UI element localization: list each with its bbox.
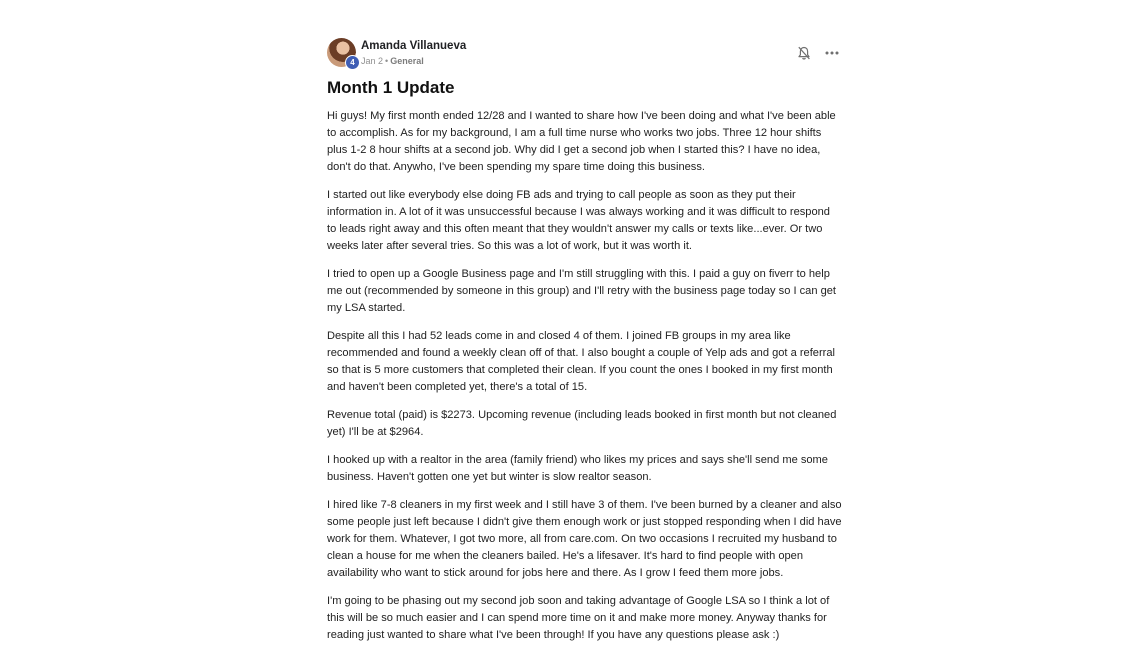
post-paragraph: I hired like 7-8 cleaners in my first week and I still have 3 of them. I've been burned by a cleaner and also some people just left because I didn't give them enough work or just stopped responding when I did have work for them. Whatever, I got two more, all from care.com. On two occasions I recruited my husband to clean a house for me when the cleaners bailed. He's a lifesaver. It's hard to find people with open availability who want to stick around for jobs here and there. As I grow I feed them more jobs. [327,499,842,579]
post-paragraph: I hooked up with a realtor in the area (family friend) who likes my prices and says she'll send me some business. Haven't gotten one yet but winter is slow realtor season. [327,454,828,483]
level-badge: 4 [345,55,360,70]
post-paragraph: I'm going to be phasing out my second job soon and taking advantage of Google LSA so I think a lot of this will be so much easier and I can spend more time on it and make more money. Anyway thanks for reading just wanted to share what I've been through! If you have any questions please ask :) [327,595,830,641]
post-actions [794,44,842,62]
avatar[interactable] [327,38,356,67]
post-paragraph: I tried to open up a Google Business page and I'm still struggling with this. I paid a guy on fiverr to help me out (recommended by someone in this group) and I'll retry with the business page today so I can get my LSA started. [327,268,837,314]
post-date: Jan 2 [361,56,384,66]
author-name[interactable]: Amanda Villanueva [361,40,467,52]
post-title: Month 1 Update [327,78,455,97]
post-paragraph: I started out like everybody else doing FB ads and trying to call people as soon as they put their information in. A lot of it was unsuccessful because I was always working and it was difficult to respond to leads right away and this often meant that they wouldn't answer my calls or texts like...ever. Or two weeks later after several tries. So this was a lot of work, but it was worth it. [327,189,830,252]
meta-separator: • [385,56,389,66]
more-options-icon[interactable] [822,44,842,62]
bell-icon[interactable] [794,44,814,62]
post-paragraph: Hi guys! My first month ended 12/28 and I wanted to share how I've been doing and what I've been able to accomplish. As for my background, I am a full time nurse who works two jobs. Three 12 hour shifts plus 1-2 8 hour shifts at a second job. Why did I get a second job when I started this? I have no idea, don't do that. Anywho, I've been spending my spare time doing this business. [327,110,836,173]
post-category[interactable]: General [390,56,424,66]
post-header [327,38,842,70]
post-paragraph: Revenue total (paid) is $2273. Upcoming revenue (including leads booked in first month but not cleaned yet) I'll be at $2964. [327,409,837,438]
post-meta [361,56,424,66]
post-body [327,108,842,644]
post-card [327,38,842,655]
post-paragraph: Despite all this I had 52 leads come in and closed 4 of them. I joined FB groups in my area like recommended and found a weekly clean off of that. I also bought a couple of Yelp ads and got a referral so that is 5 more customers that completed their clean. If you count the ones I booked in my first month and haven't been completed yet, there's a total of 15. [327,330,835,393]
